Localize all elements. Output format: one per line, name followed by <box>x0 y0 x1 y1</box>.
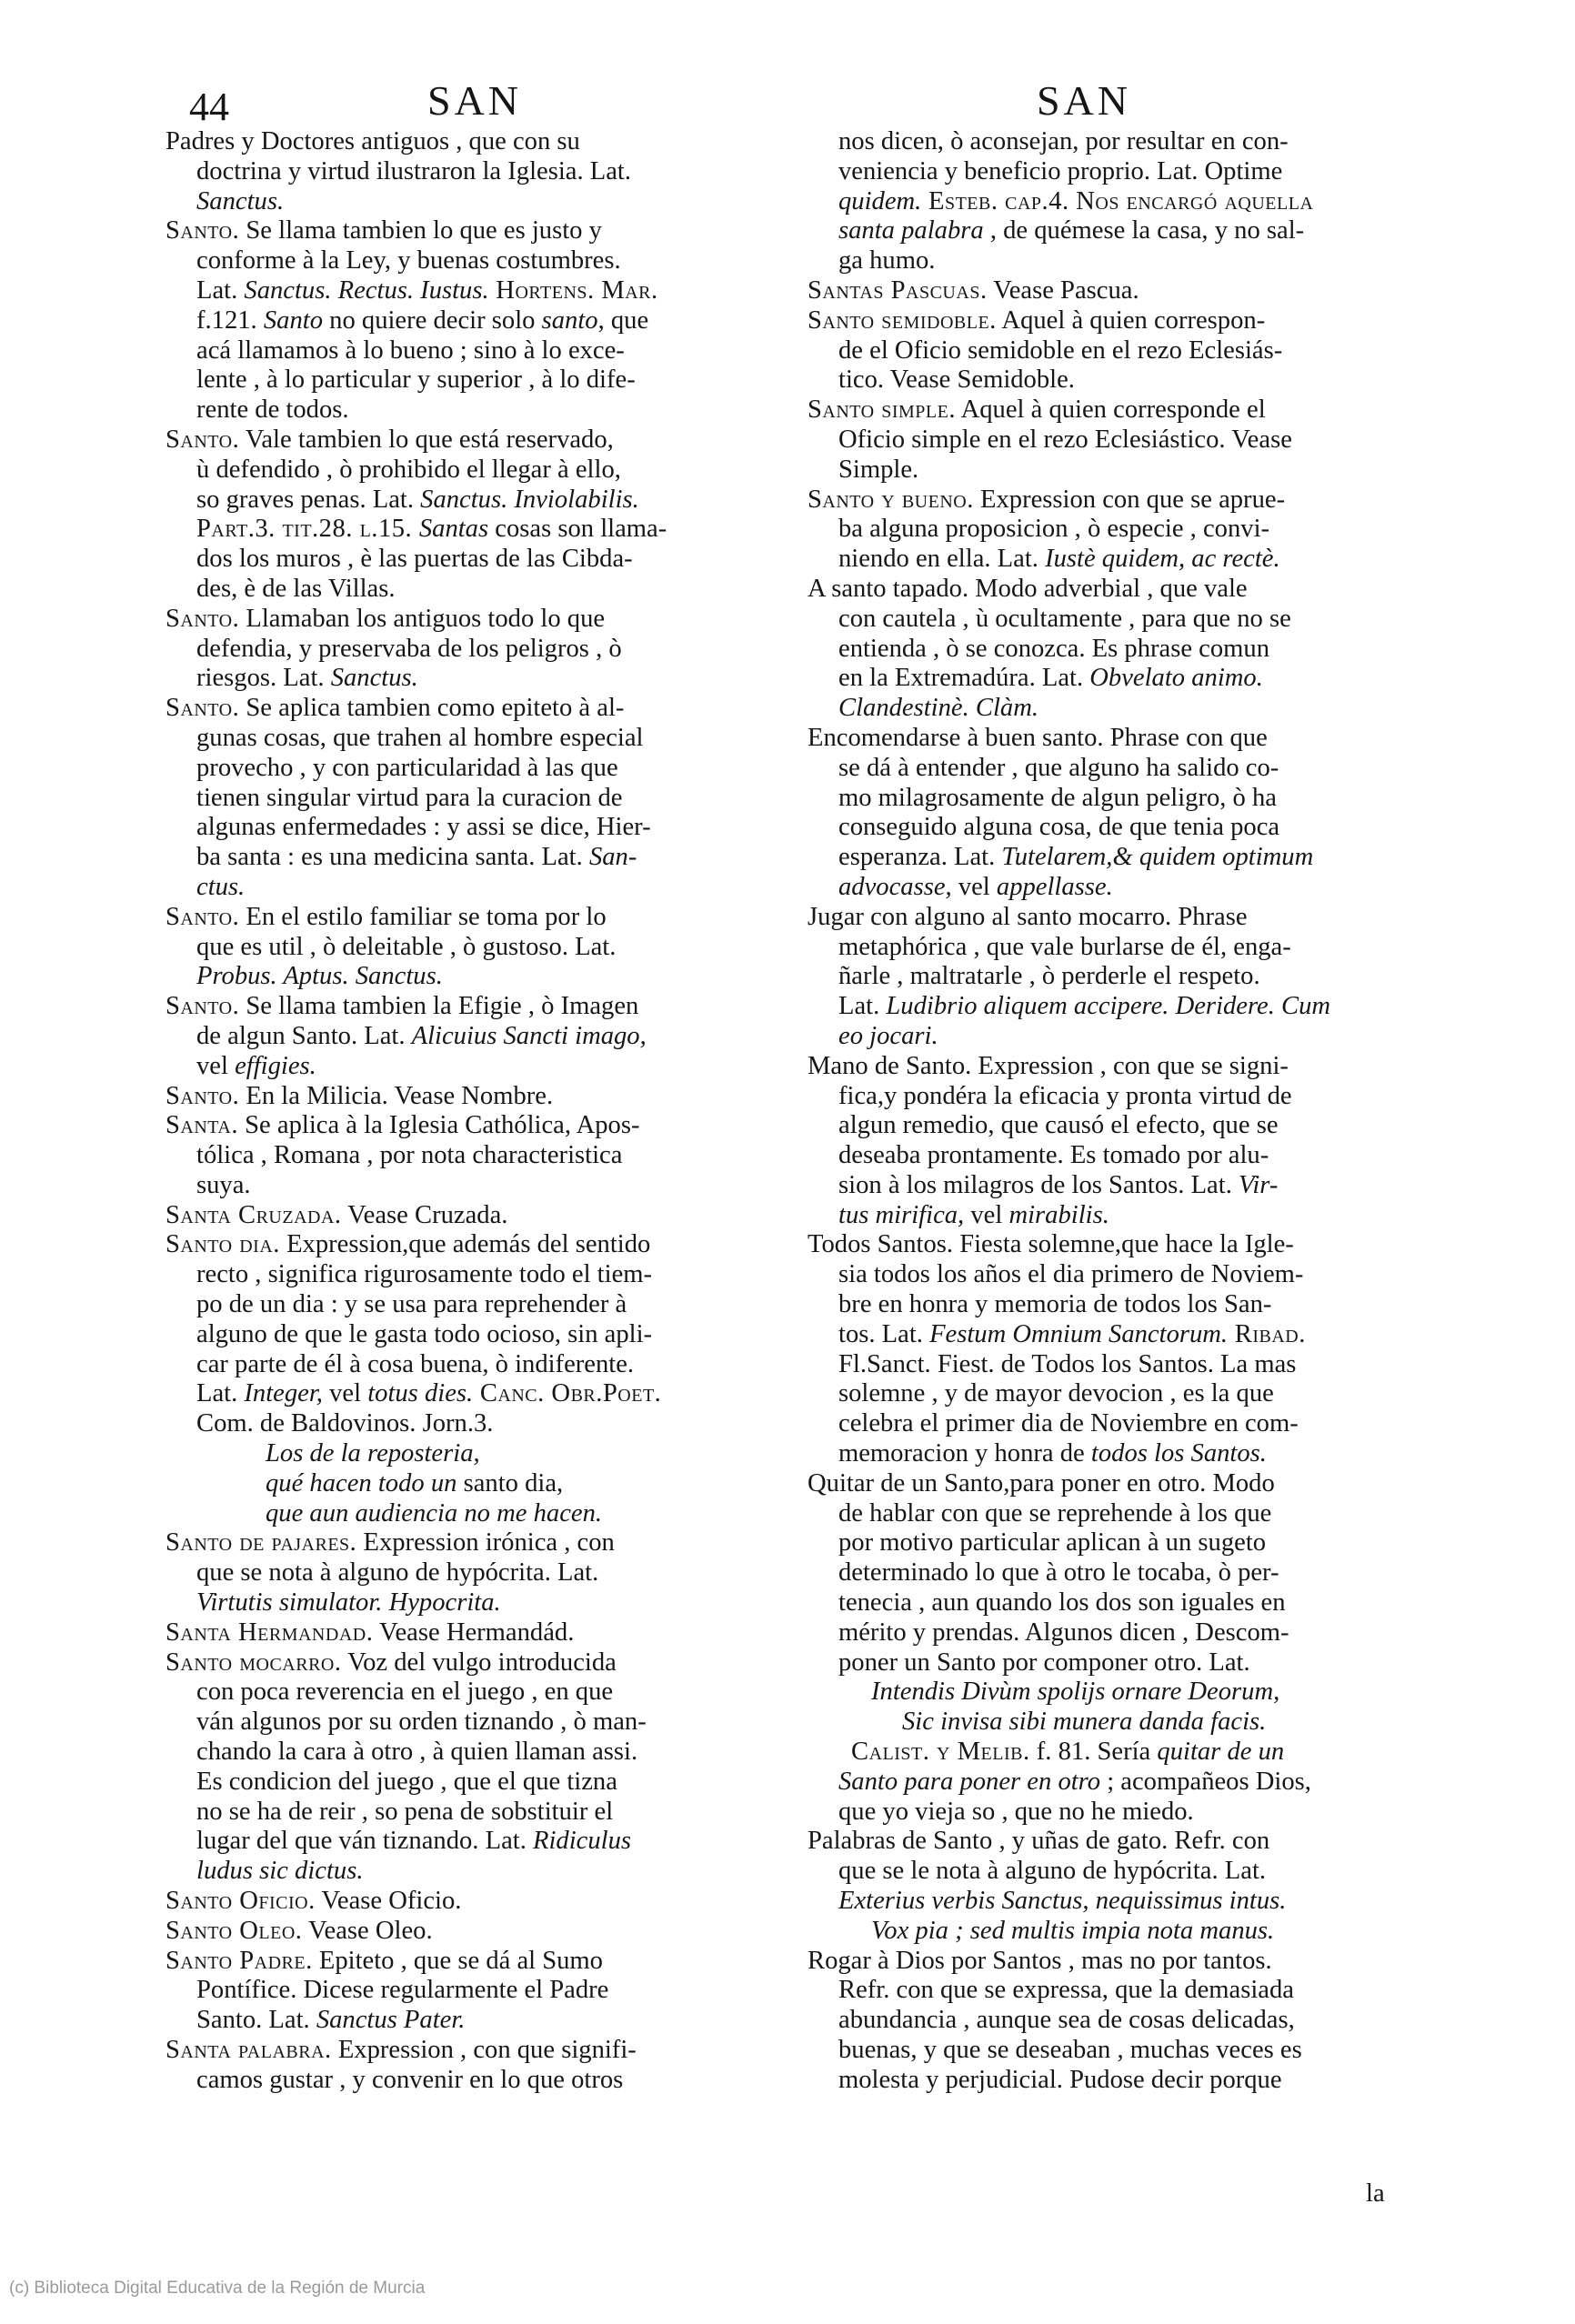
running-head-right: SAN <box>1037 77 1132 124</box>
dictionary-entry: Santa Hermandad. Vease Hermandád. <box>166 1618 575 1647</box>
headword: Santo. <box>166 425 240 454</box>
dictionary-entry: Quitar de un Santo,para poner en otro. Modo de hablar con que se reprehende à los que por motivo particular aplican à un sugeto determinado lo que à otro le tocaba, ò per- tenecia , aun quando los dos son iguales en mérito y prendas. Algunos dicen , Descom- poner un Santo por componer otro. Lat. <box>808 1468 1289 1677</box>
dictionary-entry: Mano de Santo. Expression , con que se signi- fica,y pondéra la eficacia y pronta virtud de algun remedio, que causó el efecto, que se deseaba prontamente. Es tomado por alu- sion à los milagros de los Santos. Lat. Vir- tus mirifica, vel mirabilis. <box>808 1051 1292 1229</box>
dictionary-entry: Jugar con alguno al santo mocarro. Phrase metaphórica , que vale burlarse de él, enga- ñarle , maltratarle , ò perderle el respeto. Lat. Ludibrio aliquem accipere. Deridere. Cum eo jocari. <box>808 902 1331 1050</box>
left-column <box>166 127 755 2096</box>
dictionary-entry: Santo. Se llama tambien la Efigie , ò Imagen de algun Santo. Lat. Alicuius Sancti imago, vel effigies. <box>166 992 647 1080</box>
catchword: la <box>1366 2179 1385 2208</box>
dictionary-entry: Santas Pascuas. Vease Pascua. <box>808 275 1139 305</box>
headword: Quitar de un Santo, <box>808 1468 1010 1498</box>
dictionary-entry: Santo. Se aplica tambien como epiteto à al- gunas cosas, que trahen al hombre especial provecho , y con particularidad à las que tienen singular virtud para la curacion de algunas enfermedades : y assi se dice, Hier- ba santa : es una medicina santa. Lat. San- ctus. <box>166 694 651 901</box>
entry-continuation: Padres y Doctores antiguos , que con su doctrina y virtud ilustraron la Iglesia. Lat. Sanctus. <box>166 127 632 215</box>
dictionary-entry: Santo Oficio. Vease Oficio. <box>166 1887 462 1916</box>
headword: Santo. <box>166 216 240 245</box>
headword: Todos Santos. <box>808 1230 954 1259</box>
headword: Santa Cruzada. <box>166 1200 342 1229</box>
dictionary-entry: Santo. Llamaban los antiguos todo lo que defendia, y preservaba de los peligros , ò riesgos. Lat. Sanctus. <box>166 604 622 693</box>
verse-quotation: Los de la reposteria, qué hacen todo un santo dia, que aun audiencia no me hacen. <box>266 1439 603 1528</box>
headword: Santo Oleo. <box>166 1916 303 1945</box>
dictionary-entry: Santo. En el estilo familiar se toma por lo que es util , ò deleitable , ò gustoso. Lat. Probus. Aptus. Sanctus. <box>166 902 617 991</box>
running-head-left: SAN <box>427 77 523 124</box>
dictionary-entry: Santo de pajares. Expression irónica , con que se nota à alguno de hypócrita. Lat. Virtutis simulator. Hypocrita. <box>166 1528 615 1618</box>
dictionary-entry: Encomendarse à buen santo. Phrase con que se dá à entender , que alguno ha salido co- mo milagrosamente de algun peligro, ò ha conseguido alguna cosa, de que tenia poca esperanza. Lat. Tutelarem,& quidem optimum advocasse, vel appellasse. <box>808 723 1314 901</box>
verse-quotation: Vox pia ; sed multis impia nota manus. <box>871 1916 1275 1945</box>
dictionary-entry: Santa. Se aplica à la Iglesia Cathólica, Apos- tólica , Romana , por nota characteristica suya. <box>166 1111 640 1199</box>
headword: Santa Hermandad. <box>166 1618 374 1647</box>
headword: Mano de Santo. <box>808 1051 972 1080</box>
dictionary-entry: Santo y bueno. Expression con que se aprue- ba alguna proposicion , ò especie , convi- niendo en ella. Lat. Iustè quidem, ac rectè. <box>808 485 1286 574</box>
dictionary-entry: Rogar à Dios por Santos , mas no por tantos. Refr. con que se expressa, que la demasiada abundancia , aunque sea de cosas delicadas, buenas, y que se deseaban , muchas veces es molesta y perjudicial. Pudose decir porque <box>808 1946 1302 2094</box>
dictionary-entry: Santa Cruzada. Vease Cruzada. <box>166 1200 508 1229</box>
headword: A santo <box>808 574 887 603</box>
entry-continuation: Calist. y Melib. f. 81. Sería quitar de un Santo para poner en otro ; acompañeos Dios, que yo vieja so , que no he miedo. <box>838 1738 1311 1826</box>
headword: Santo y bueno. <box>808 485 974 514</box>
headword: Santa palabra. <box>166 2036 332 2064</box>
headword: Rogar à Dios por Santos <box>808 1946 1062 1975</box>
headword: Santo. <box>166 902 240 931</box>
page-number: 44 <box>189 85 229 129</box>
headword: Santo semidoble. <box>808 306 997 335</box>
headword: Santo. <box>166 992 240 1021</box>
dictionary-entry: Santo semidoble. Aquel à quien correspon- de el Oficio semidoble en el rezo Eclesiás- tico. Vease Semidoble. <box>808 306 1283 395</box>
headword: Encomendarse à buen santo. <box>808 723 1104 752</box>
headword: Santo dia. <box>166 1230 280 1259</box>
dictionary-entry: Palabras de Santo , y uñas de gato. Refr. con que se le nota à alguno de hypócrita. Lat. Exterius verbis Sanctus, nequissimus intus. <box>808 1827 1287 1916</box>
headword: Santo simple. <box>808 396 957 425</box>
headword: Palabras de Santo <box>808 1827 993 1856</box>
dictionary-entry: Santo Oleo. Vease Oleo. <box>166 1916 433 1945</box>
headword: Santo mocarro. <box>166 1648 342 1677</box>
dictionary-entry: Santo. Vale tambien lo que está reservado, ù defendido , ò prohibido el llegar à ello, so graves penas. Lat. Sanctus. Inviolabilis. Part.3. tit.28. l.15. Santas cosas son llama- dos los muros , è las puertas de las Cibda- des, è de las Villas. <box>166 425 667 603</box>
headword: Santo Oficio. <box>166 1887 316 1916</box>
headword: Santo de pajares. <box>166 1528 357 1558</box>
right-column <box>808 127 1385 2096</box>
dictionary-entry: Santo Padre. Epiteto , que se dá al Sumo Pontífice. Dicese regularmente el Padre Santo. Lat. Sanctus Pater. <box>166 1946 609 2035</box>
dictionary-entry: Santa palabra. Expression , con que signifi- camos gustar , y convenir en lo que otros <box>166 2036 637 2094</box>
entry-continuation: nos dicen, ò aconsejan, por resultar en con- veniencia y beneficio proprio. Lat. Optime quidem. Esteb. cap.4. Nos encargó aquella santa palabra , de quémese la casa, y no sal- ga humo. <box>838 127 1314 275</box>
headword: Santo. <box>166 604 240 633</box>
headword: Santo. <box>166 1081 240 1110</box>
library-credit: (c) Biblioteca Digital Educativa de la Región de Murcia <box>9 2279 426 2298</box>
headword: Santas Pascuas. <box>808 275 988 305</box>
dictionary-entry: Santo mocarro. Voz del vulgo introducida con poca reverencia en el juego , en que ván algunos por su orden tiznando , ò man- chando la cara à otro , à quien llaman assi. Es condicion del juego , que el que tizna no se ha de reir , so pena de sobstituir el lugar del que ván tiznando. Lat. Ridiculus ludus sic dictus. <box>166 1648 647 1886</box>
headword: Santa. <box>166 1111 238 1140</box>
dictionary-entry: Santo. Se llama tambien lo que es justo y conforme à la Ley, y buenas costumbres. Lat. Sanctus. Rectus. Iustus. Hortens. Mar. f.121. Santo no quiere decir solo santo, que acá llamamos à lo bueno ; sino à lo exce- lente , à lo particular y superior , à lo dife- rente de todos. <box>166 216 658 425</box>
verse-quotation: Intendis Divùm spolijs ornare Deorum, Sic invisa sibi munera danda facis. <box>871 1678 1280 1737</box>
dictionary-entry: A santo tapado. Modo adverbial , que vale con cautela , ù ocultamente , para que no se entienda , ò se conozca. Es phrase comun en la Extremadúra. Lat. Obvelato animo. Clandestinè. Clàm. <box>808 574 1291 723</box>
headword: Santo. <box>166 694 240 723</box>
dictionary-entry: Santo dia. Expression,que además del sentido recto , significa rigurosamente todo el tiem- po de un dia : y se usa para reprehender à alguno de que le gasta todo ocioso, sin apli- car parte de él à cosa buena, ò indiferente. Lat. Integer, vel totus dies. Canc. Obr.Poet. Com. de Baldovinos. Jorn.3. <box>166 1230 662 1438</box>
dictionary-entry: Todos Santos. Fiesta solemne,que hace la Igle- sia todos los años el dia primero de Noviem- bre en honra y memoria de todos los San- tos. Lat. Festum Omnium Sanctorum. Ribad. Fl.Sanct. Fiest. de Todos los Santos. La mas solemne , y de mayor devocion , es la que celebra el primer dia de Noviembre en com- memoracion y honra de todos los Santos. <box>808 1230 1306 1468</box>
headword: Santo Padre. <box>166 1946 313 1975</box>
dictionary-entry: Santo simple. Aquel à quien corresponde el Oficio simple en el rezo Eclesiástico. Vease Simple. <box>808 396 1292 484</box>
headword: Jugar con alguno al santo mocarro. <box>808 902 1172 931</box>
dictionary-entry: Santo. En la Milicia. Vease Nombre. <box>166 1081 554 1110</box>
